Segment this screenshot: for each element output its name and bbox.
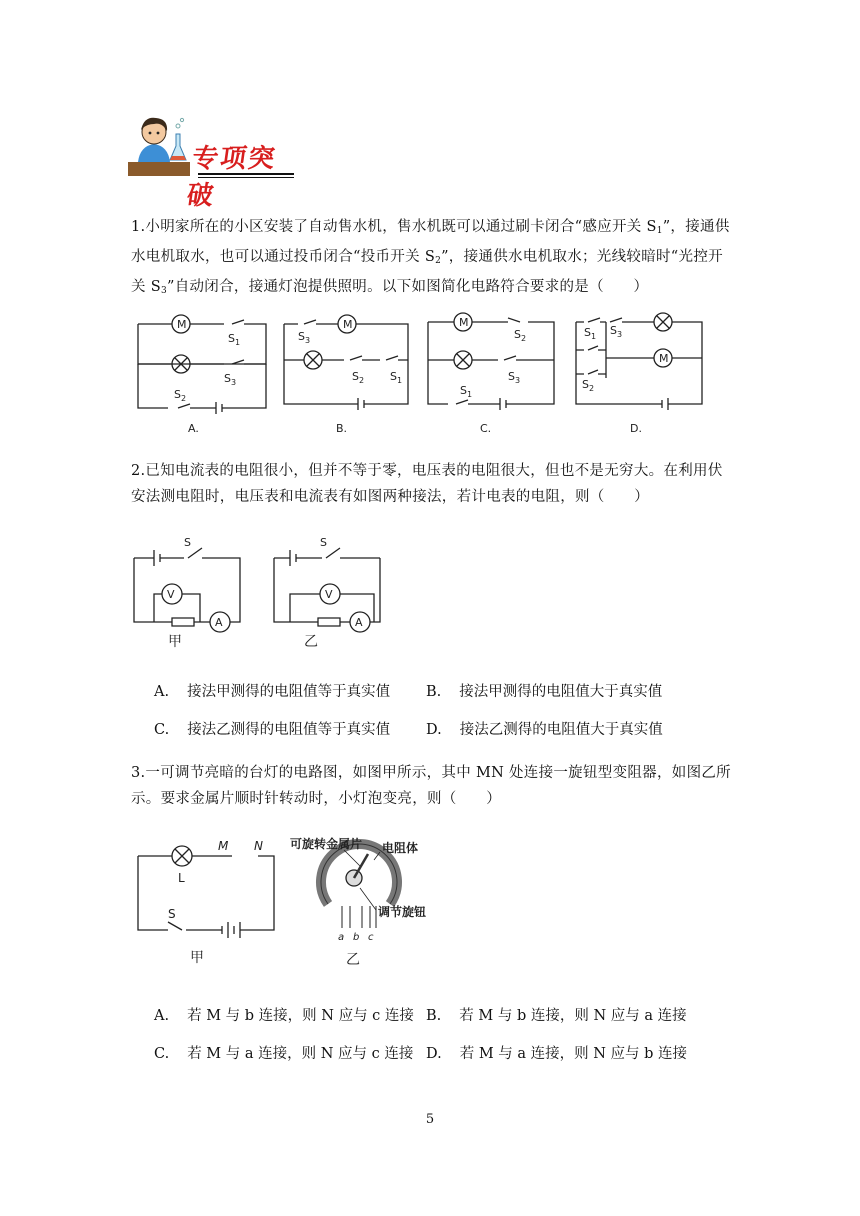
- q2-circuit-left: [134, 536, 240, 650]
- svg-text:S1: $S_1$: [460, 384, 473, 399]
- q3-circuits-svg: [128, 830, 448, 976]
- q3-label-jia: 甲: [190, 950, 204, 966]
- svg-text:S2: $S_2$: [514, 328, 527, 343]
- q3-circuit-figure: [128, 830, 448, 980]
- q3-switch-label: S: [168, 907, 176, 921]
- q1-text-part-d: ”自动闭合，接通灯泡提供照明。以下如图简化电路符合要求的是（ ）: [166, 279, 649, 295]
- q3-m-label: M: [218, 839, 229, 853]
- q1-text-part-a: 1.小明家所在的小区安装了自动售水机，售水机既可以通过刷卡闭合“感应开关 S: [131, 219, 657, 235]
- q3-circuit-jia: [138, 839, 274, 966]
- q3-metal-label: 可旋转金属片: [290, 837, 363, 851]
- q2-circuits-svg: [128, 530, 398, 654]
- section-header: [128, 110, 298, 211]
- question-3: 3.一可调节亮暗的台灯的电路图，如图甲所示，其中 MN 处连接一旋钮型变阻器，如图乙所示。要求金属片顺时针转动时，小灯泡变亮，则（ ）: [131, 765, 731, 807]
- q1-option-a: A.: [188, 422, 199, 435]
- q2-option-a: A. 接法甲测得的电阻值等于真实值: [154, 684, 391, 700]
- svg-text:M: M: [659, 352, 669, 365]
- question-1: [131, 214, 731, 304]
- page-number: 5: [425, 1112, 435, 1127]
- q3-terminal-b: b: [353, 932, 360, 943]
- svg-text:S: S: [320, 536, 327, 549]
- q1-text-part-c: ”，接通供水电机取水；光线较暗时“光控开关 S: [131, 249, 723, 295]
- svg-text:S3: $S_3$: [508, 370, 521, 385]
- q1-option-b: B.: [336, 422, 348, 435]
- svg-text:S2: $S_2$: [582, 378, 595, 393]
- q3-rotary-rheostat: [290, 836, 426, 968]
- svg-text:S2: $S_2$: [352, 370, 365, 385]
- q3-lamp-label: L: [178, 871, 185, 885]
- q1-sub2: 2: [435, 256, 442, 266]
- q1a-motor-label: M: [177, 318, 187, 331]
- q3-n-label: N: [254, 839, 263, 853]
- svg-text:S3: $S_3$: [224, 372, 237, 387]
- q2-option-b: B. 接法甲测得的电阻值大于真实值: [426, 684, 663, 700]
- svg-text:S2: $S_2$: [174, 388, 187, 403]
- q2-label-jia: 甲: [168, 634, 182, 650]
- q2-circuit-figure: [128, 530, 398, 658]
- svg-text:M: M: [343, 318, 353, 331]
- q3-knob-label: 调节旋钮: [378, 905, 427, 919]
- svg-text:M: M: [459, 316, 469, 329]
- q2-label-yi: 乙: [304, 634, 318, 650]
- q2-option-c: C. 接法乙测得的电阻值等于真实值: [154, 722, 391, 738]
- section-title: 专项突破: [184, 144, 279, 211]
- q3-terminal-a: a: [338, 932, 345, 943]
- q2-circuit-right: [274, 536, 380, 650]
- circuit-a: [138, 315, 266, 435]
- svg-text:V: V: [167, 588, 175, 601]
- circuit-d: [576, 313, 702, 435]
- q3-option-b: B. 若 M 与 b 连接，则 N 应与 a 连接: [426, 1008, 687, 1024]
- q1-text-part-b: ”，接通供水电机取水，也可以通过投币闭合“投币开关 S: [131, 219, 730, 265]
- q3-body-label: 电阻体: [382, 841, 419, 855]
- svg-text:S1: $S_1$: [390, 370, 403, 385]
- svg-text:S1: $S_1$: [584, 326, 597, 341]
- svg-text:S3: $S_3$: [298, 330, 311, 345]
- q1-sub1: 1: [656, 226, 663, 236]
- q3-terminal-c: c: [368, 932, 374, 943]
- q2-left-ammeter-label: A: [215, 616, 223, 629]
- q1-circuit-figure: [128, 300, 708, 444]
- svg-text:S3: $S_3$: [610, 324, 623, 339]
- q2-option-d: D. 接法乙测得的电阻值大于真实值: [426, 722, 663, 738]
- q2-left-switch-label: S: [184, 536, 191, 549]
- circuit-b: [284, 315, 408, 435]
- q1-circuits-svg: [128, 300, 708, 440]
- q3-option-d: D. 若 M 与 a 连接，则 N 应与 b 连接: [426, 1046, 688, 1062]
- svg-text:V: V: [325, 588, 333, 601]
- question-2: 2.已知电流表的电阻很小，但并不等于零，电压表的电阻很大，但也不是无穷大。在利用伏安法测电阻时，电压表和电流表有如图两种接法，若计电表的电阻，则（ ）: [131, 463, 723, 505]
- svg-text:S1: $S_1$: [228, 332, 241, 347]
- svg-text:A: A: [355, 616, 363, 629]
- q3-option-c: C. 若 M 与 a 连接，则 N 应与 c 连接: [154, 1046, 414, 1062]
- q1-option-c: C.: [480, 422, 492, 435]
- circuit-c: [428, 313, 554, 435]
- q3-label-yi: 乙: [346, 952, 360, 968]
- q3-option-a: A. 若 M 与 b 连接，则 N 应与 c 连接: [154, 1008, 414, 1024]
- q1-sub3: 3: [160, 286, 167, 296]
- q1-option-d: D.: [630, 422, 642, 435]
